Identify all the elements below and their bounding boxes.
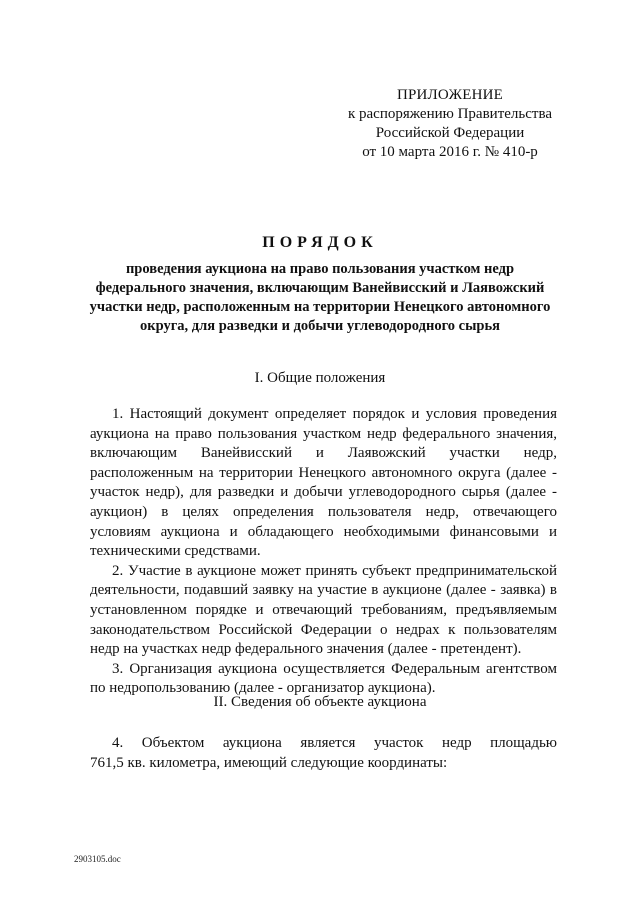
paragraph-4-line-1: 4. Объектом аукциона является участок недр площадью <box>112 735 557 751</box>
paragraph-4-line-2: 761,5 кв. километра, имеющий следующие координаты: <box>90 754 448 771</box>
footer-file-code: 2903105.doc <box>74 854 121 864</box>
section-heading-object: II. Сведения об объекте аукциона <box>213 694 427 710</box>
appendix-line-3: от 10 марта 2016 г. № 410-р <box>362 144 538 160</box>
appendix-line-1: к распоряжению Правительства <box>347 106 552 122</box>
appendix-title: ПРИЛОЖЕНИЕ <box>396 87 504 103</box>
appendix-block <box>332 86 568 162</box>
document-subtitle: проведения аукциона на право пользования участком недр федерального значения, включающим Ванейвисский и Лаявожский участки недр, расположенным на территории Ненецкого автономного округа, для разведки и добычи углеводородного сырья <box>89 261 551 334</box>
section-general-body <box>90 405 557 699</box>
paragraph-3: 3. Организация аукциона осуществляется Федеральным агентством по недропользованию (далее - организатор аукциона). <box>90 660 557 697</box>
paragraph-2: 2. Участие в аукционе может принять субъект предпринимательской деятельности, подавший заявку на участие в аукционе (далее - заявка) в установленном порядке и отвечающий требованиям, предъявляемым законодательством Российской Федерации о недрах к пользователям недр на участках недр федерального значения (далее - претендент). <box>90 562 557 658</box>
appendix-line-2: Российской Федерации <box>375 125 525 141</box>
paragraph-4 <box>90 734 557 773</box>
paragraph-1: 1. Настоящий документ определяет порядок и условия проведения аукциона на право пользования участком недр федерального значения, включающим Ванейвисский и Лаявожский участки недр, расположенным на территории Ненецкого автономного округа (далее - участок недр), для разведки и добычи углеводородного сырья (далее - аукцион) в целях определения пользователя недр, отвечающего условиям аукциона и обладающего необходимыми финансовыми и техническими средствами. <box>90 406 557 560</box>
document-title: ПОРЯДОК <box>262 234 378 251</box>
section-heading-general: I. Общие положения <box>254 370 386 386</box>
